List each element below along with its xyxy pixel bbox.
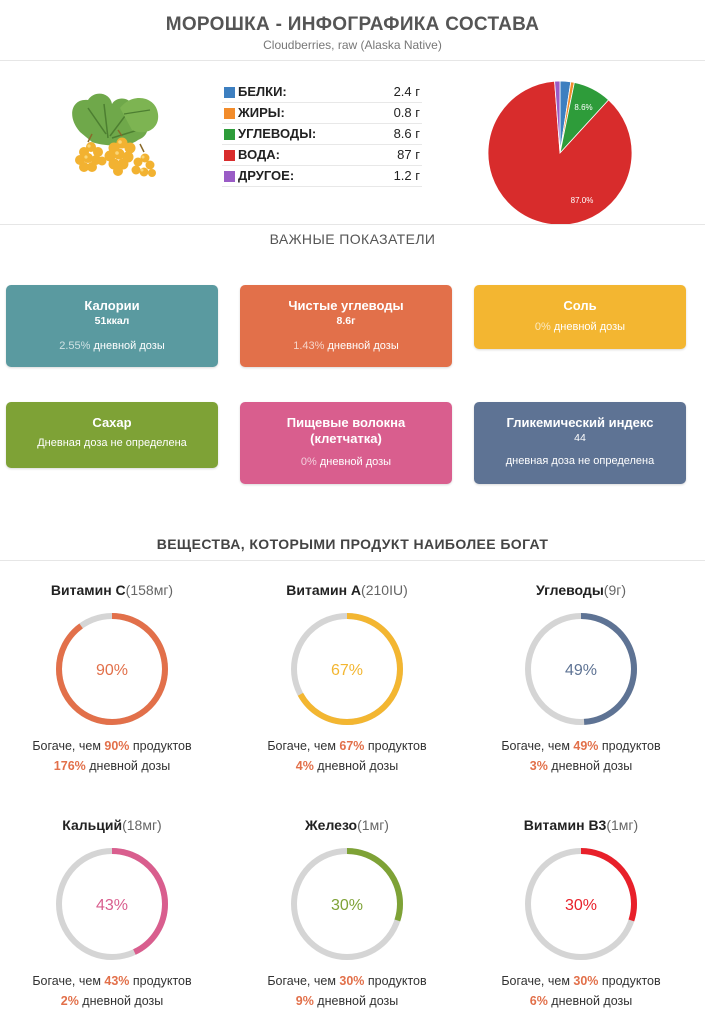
nutrient-block xyxy=(232,582,462,776)
daily-percent: 176% xyxy=(53,759,86,773)
richer-suffix: продуктов xyxy=(598,974,661,988)
nutrient-ring xyxy=(522,845,640,963)
card-daily: дневная доза не определена xyxy=(505,455,655,467)
card-value: 8.6г xyxy=(336,315,356,327)
richer-than-line xyxy=(466,736,696,756)
composition-row xyxy=(222,145,422,166)
composition-row xyxy=(222,82,422,103)
rich-title: ВЕЩЕСТВА, КОТОРЫМИ ПРОДУКТ НАИБОЛЕЕ БОГАТ xyxy=(156,536,549,552)
card-daily xyxy=(6,339,218,353)
richer-prefix: Богаче, чем xyxy=(501,739,574,753)
composition-label: УГЛЕВОДЫ: xyxy=(238,126,317,141)
ring-percent-label: 43% xyxy=(95,897,129,914)
card-daily xyxy=(240,456,452,468)
composition-value: 87 г xyxy=(397,147,420,162)
richer-than-line xyxy=(0,971,227,991)
card-title: Калории xyxy=(84,298,140,313)
card-daily xyxy=(240,339,452,353)
composition-value: 0.8 г xyxy=(393,105,420,120)
card-value: 44 xyxy=(574,432,586,444)
divider xyxy=(0,224,705,225)
composition-row xyxy=(222,124,422,145)
card-daily: Дневная доза не определена xyxy=(37,437,187,449)
richer-percent: 43% xyxy=(104,974,130,988)
card-daily-percent: 0% xyxy=(534,321,551,333)
nutrient-title xyxy=(466,582,696,602)
daily-dose-line xyxy=(232,756,462,776)
daily-suffix: дневной дозы xyxy=(313,994,399,1008)
daily-dose-line xyxy=(0,991,227,1011)
nutrient-title xyxy=(0,817,227,837)
legend-swatch xyxy=(224,150,235,161)
richer-suffix: продуктов xyxy=(598,739,661,753)
composition-label: ДРУГОЕ: xyxy=(238,168,295,183)
ring-percent-label: 67% xyxy=(330,662,364,679)
nutrient-name: Витамин B3 xyxy=(523,817,607,833)
composition-label: БЕЛКИ: xyxy=(238,84,287,99)
composition-label: ВОДА: xyxy=(238,147,280,162)
richer-suffix: продуктов xyxy=(364,974,427,988)
card-daily-percent: 2.55% xyxy=(59,340,91,352)
daily-dose-line xyxy=(466,756,696,776)
richer-than-line xyxy=(466,971,696,991)
nutrient-comparison xyxy=(0,736,227,776)
nutrient-ring xyxy=(288,610,406,728)
daily-suffix: дневной дозы xyxy=(78,994,164,1008)
calories-card xyxy=(6,285,218,367)
richer-prefix: Богаче, чем xyxy=(32,739,105,753)
composition-row xyxy=(222,103,422,124)
ring-percent-label: 30% xyxy=(564,897,598,914)
ring-percent-label: 90% xyxy=(95,662,129,679)
pie-data-label: 8.6% xyxy=(574,102,593,112)
composition-value: 1.2 г xyxy=(393,168,420,183)
nutrient-name: Витамин С xyxy=(50,582,126,598)
daily-suffix: дневной дозы xyxy=(547,759,633,773)
nutrient-title xyxy=(466,817,696,837)
legend-swatch xyxy=(224,108,235,119)
nutrient-block xyxy=(232,817,462,1011)
nutrient-title xyxy=(232,582,462,602)
glycemic-card xyxy=(474,402,686,484)
composition-value: 2.4 г xyxy=(393,84,420,99)
sugar-card xyxy=(6,402,218,468)
cloudberry-image xyxy=(58,86,170,190)
nutrient-comparison xyxy=(232,971,462,1011)
daily-percent: 2% xyxy=(60,994,79,1008)
legend-swatch xyxy=(224,171,235,182)
indicators-title: ВАЖНЫЕ ПОКАЗАТЕЛИ xyxy=(269,231,436,247)
nutrient-comparison xyxy=(466,971,696,1011)
divider xyxy=(0,560,705,561)
card-title: Соль xyxy=(563,298,597,313)
card-daily-suffix: дневной дозы xyxy=(316,456,392,468)
composition-row xyxy=(222,166,422,187)
richer-suffix: продуктов xyxy=(129,739,192,753)
nutrient-name: Кальций xyxy=(62,817,123,833)
nutrient-title xyxy=(0,582,227,602)
card-daily-suffix: дневной дозы xyxy=(550,321,626,333)
nutrient-amount: (18мг) xyxy=(122,817,162,833)
fiber-card xyxy=(240,402,452,484)
pie-data-label: 87.0% xyxy=(570,196,594,205)
richer-than-line xyxy=(0,736,227,756)
daily-dose-line xyxy=(232,991,462,1011)
richer-percent: 30% xyxy=(573,974,599,988)
nutrient-ring xyxy=(53,845,171,963)
richer-percent: 30% xyxy=(339,974,365,988)
nutrient-title xyxy=(232,817,462,837)
nutrient-name: Углеводы xyxy=(535,582,604,598)
card-title: Сахар xyxy=(92,415,132,430)
daily-percent: 3% xyxy=(529,759,548,773)
composition-table xyxy=(222,82,422,187)
nutrient-amount: (158мг) xyxy=(125,582,174,598)
nutrient-block xyxy=(466,817,696,1011)
nutrient-comparison xyxy=(232,736,462,776)
nutrient-name: Железо xyxy=(305,817,358,833)
composition-label: ЖИРЫ: xyxy=(238,105,285,120)
nutrient-amount: (9г) xyxy=(603,582,626,598)
composition-pie-chart xyxy=(485,80,635,230)
daily-suffix: дневной дозы xyxy=(547,994,633,1008)
nutrient-block xyxy=(0,582,227,776)
daily-percent: 4% xyxy=(295,759,314,773)
card-daily-suffix: дневной дозы xyxy=(90,340,165,352)
richer-percent: 49% xyxy=(573,739,599,753)
card-title: Гликемический индекс xyxy=(506,415,654,430)
daily-suffix: дневной дозы xyxy=(313,759,399,773)
richer-than-line xyxy=(232,736,462,756)
card-daily-percent: 0% xyxy=(300,456,317,468)
nutrient-ring xyxy=(288,845,406,963)
composition-value: 8.6 г xyxy=(393,126,420,141)
card-daily-suffix: дневной дозы xyxy=(324,340,399,352)
nutrient-amount: (1мг) xyxy=(606,817,639,833)
richer-percent: 90% xyxy=(104,739,130,753)
card-daily xyxy=(474,321,686,333)
salt-card xyxy=(474,285,686,349)
card-title: Чистые углеводы xyxy=(288,298,404,313)
daily-suffix: дневной дозы xyxy=(85,759,171,773)
legend-swatch xyxy=(224,87,235,98)
nutrient-block xyxy=(0,817,227,1011)
richer-prefix: Богаче, чем xyxy=(267,739,340,753)
page-title: МОРОШКА - ИНФОГРАФИКА СОСТАВА xyxy=(165,14,540,35)
richer-suffix: продуктов xyxy=(364,739,427,753)
richer-prefix: Богаче, чем xyxy=(267,974,340,988)
legend-swatch xyxy=(224,129,235,140)
nutrient-amount: (210IU) xyxy=(361,582,408,598)
daily-dose-line xyxy=(0,756,227,776)
card-daily-percent: 1.43% xyxy=(293,340,325,352)
richer-percent: 67% xyxy=(339,739,365,753)
richer-suffix: продуктов xyxy=(129,974,192,988)
ring-percent-label: 30% xyxy=(330,897,364,914)
nutrient-ring xyxy=(53,610,171,728)
ring-percent-label: 49% xyxy=(564,662,598,679)
page-subtitle: Cloudberries, raw (Alaska Native) xyxy=(263,38,442,52)
nutrient-block xyxy=(466,582,696,776)
nutrient-name: Витамин А xyxy=(286,582,362,598)
richer-prefix: Богаче, чем xyxy=(32,974,105,988)
nutrient-ring xyxy=(522,610,640,728)
daily-percent: 9% xyxy=(295,994,314,1008)
nutrient-comparison xyxy=(466,736,696,776)
net-carbs-card xyxy=(240,285,452,367)
nutrient-comparison xyxy=(0,971,227,1011)
divider xyxy=(0,60,705,61)
richer-than-line xyxy=(232,971,462,991)
daily-dose-line xyxy=(466,991,696,1011)
daily-percent: 6% xyxy=(529,994,548,1008)
richer-prefix: Богаче, чем xyxy=(501,974,574,988)
card-title: Пищевые волокна (клетчатка) xyxy=(286,415,406,446)
nutrient-amount: (1мг) xyxy=(357,817,389,833)
card-value: 51ккал xyxy=(94,315,130,327)
